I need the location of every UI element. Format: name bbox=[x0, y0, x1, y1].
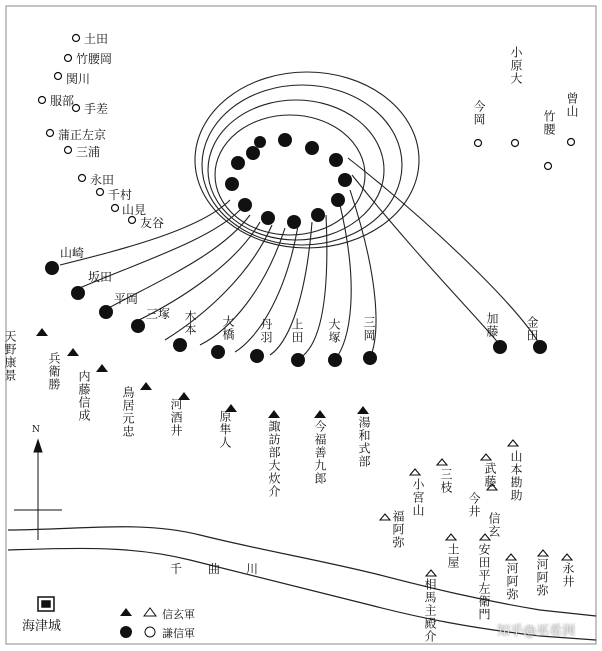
takeda-unit-label: 永井 bbox=[561, 562, 575, 588]
unit-label: 竹腰 bbox=[542, 110, 556, 136]
takeda-unit-label: 湯和式部 bbox=[357, 416, 371, 468]
river-label: 千曲川 bbox=[170, 562, 285, 576]
legend-marks bbox=[120, 608, 156, 638]
unit-label: 三浦 bbox=[76, 145, 101, 159]
takeda-unit-label: 今井 bbox=[467, 492, 481, 518]
takeda-unit-label: 原隼人 bbox=[218, 410, 232, 449]
unit-label: 木本 bbox=[183, 310, 197, 336]
takeda-unit-label: 土屋 bbox=[446, 543, 460, 569]
unit-label: 竹腰岡 bbox=[76, 52, 113, 66]
unit-label: 山見 bbox=[122, 203, 147, 217]
unit-label: 千村 bbox=[108, 188, 133, 202]
unit-label: 坂田 bbox=[88, 270, 113, 284]
takeda-unit-label: 武藤 bbox=[483, 462, 497, 488]
takeda-unit-label: 河阿弥 bbox=[505, 562, 519, 601]
compass bbox=[14, 440, 62, 540]
takeda-unit-label: 諏訪部大炊介 bbox=[267, 420, 281, 498]
unit-label: 手差 bbox=[84, 102, 109, 116]
unit-label: 丹羽 bbox=[259, 318, 273, 344]
takeda-unit-label: 三枝 bbox=[439, 468, 453, 494]
unit-label: 加藤 bbox=[485, 312, 499, 338]
unit-label: 永田 bbox=[90, 173, 115, 187]
unit-label: 関川 bbox=[66, 72, 91, 86]
takeda-unit-label: 信玄 bbox=[487, 512, 501, 538]
unit-label: 土田 bbox=[84, 32, 109, 46]
unit-label: 金田 bbox=[525, 316, 539, 342]
unit-label: 三塚 bbox=[146, 307, 171, 321]
takeda-unit-label: 小宮山 bbox=[411, 478, 425, 517]
takeda-unit-label: 今福善九郎 bbox=[313, 420, 327, 485]
unit-label: 曾山 bbox=[565, 92, 579, 118]
takeda-unit-label: 河酒井 bbox=[169, 398, 183, 437]
takeda-unit-label: 福阿弥 bbox=[391, 510, 405, 549]
unit-label: 蒲正左京 bbox=[58, 128, 107, 142]
compass-north-label: N bbox=[32, 425, 40, 435]
unit-label: 平岡 bbox=[114, 292, 139, 306]
unit-label: 大塚 bbox=[327, 318, 341, 344]
takeda-unit-label: 天野康景 bbox=[3, 330, 17, 382]
unit-label: 三岡 bbox=[362, 316, 376, 342]
unit-label: 山崎 bbox=[60, 246, 85, 260]
unit-label: 服部 bbox=[50, 94, 75, 108]
unit-label: 友谷 bbox=[140, 216, 165, 230]
unit-label: 上田 bbox=[290, 318, 304, 344]
unit-label: 大橋 bbox=[221, 315, 235, 341]
castle-label: 海津城 bbox=[22, 619, 62, 634]
outer-uesugi-units bbox=[45, 261, 547, 367]
ring-units bbox=[225, 133, 352, 229]
legend-row2-label: 謙信軍 bbox=[162, 627, 195, 640]
watermark: 知乎@巫希洲 bbox=[497, 624, 576, 639]
takeda-unit-label: 兵衛勝 bbox=[47, 352, 61, 391]
takeda-unit-label: 山本勘助 bbox=[509, 450, 523, 502]
takeda-unit-label: 安田平左衛門 bbox=[477, 543, 491, 621]
takeda-unit-label: 河阿弥 bbox=[535, 558, 549, 597]
castle-icon bbox=[38, 597, 54, 611]
unit-label: 小原大 bbox=[509, 46, 523, 85]
takeda-unit-label: 鳥居元忠 bbox=[121, 386, 135, 438]
takeda-unit-label: 内藤信成 bbox=[77, 370, 91, 422]
legend-row1-label: 信玄軍 bbox=[162, 608, 195, 621]
hollow-units-right bbox=[475, 139, 575, 170]
unit-label: 今岡 bbox=[472, 100, 486, 126]
takeda-unit-label: 相馬主殿介 bbox=[423, 578, 437, 643]
